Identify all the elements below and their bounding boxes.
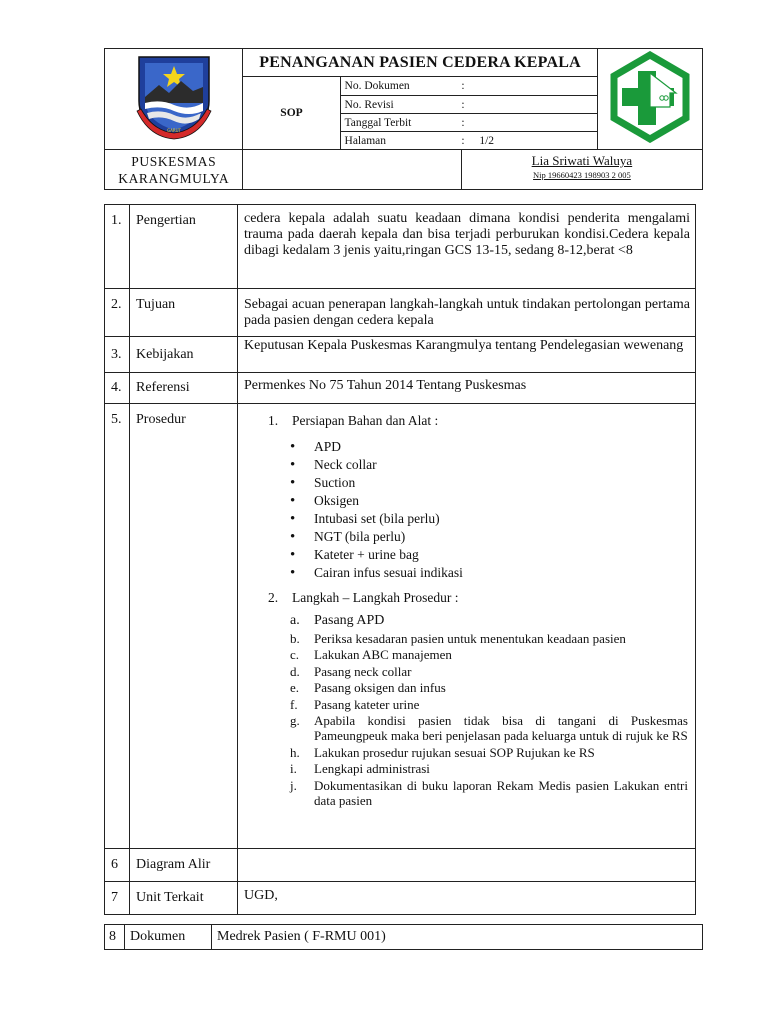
equipment-list (290, 438, 690, 582)
list-item: • Neck collar (290, 456, 690, 474)
blank-cell (243, 150, 461, 190)
meta-label-tanggal-terbit: Tanggal Terbit (340, 114, 461, 132)
row-text-unit: UGD, (238, 882, 696, 915)
list-item: c. Lakukan ABC manajemen (290, 647, 452, 662)
row-number: 6 (105, 849, 130, 882)
signature-block (461, 150, 702, 190)
row-label-dokumen: Dokumen (125, 925, 212, 950)
row-number: 8 (105, 925, 125, 950)
list-item: i. Lengkapi administrasi (290, 761, 430, 776)
list-item: • APD (290, 438, 690, 456)
list-item: • Suction (290, 474, 690, 492)
procedure-steps (290, 612, 690, 808)
sop-header (104, 48, 703, 190)
meta-value-tanggal-terbit: : (461, 114, 597, 132)
list-item: d. Pasang neck collar (290, 663, 412, 679)
table-row (105, 882, 696, 915)
table-row (105, 337, 696, 373)
section-heading-persiapan: 1. Persiapan Bahan dan Alat : (268, 413, 439, 428)
row-text-diagram (238, 849, 696, 882)
list-item: e. Pasang oksigen dan infus (290, 680, 446, 695)
table-row (105, 205, 696, 289)
row-text-referensi: Permenkes No 75 Tahun 2014 Tentang Puskesmas (238, 373, 696, 404)
list-item: b. Periksa kesadaran pasien untuk menentukan keadaan pasien (290, 630, 626, 646)
row-text-pengertian: cedera kepala adalah suatu keadaan dimana kondisi penderita mengalami trauma pada daerah kepala dan bisa terjadi perburukan kondisi.Cedera kepala dibagi kedalam 3 jenis yaitu,ringan GCS 13-15, sedang 8-12,berat <8 (238, 205, 696, 289)
signer-name: Lia Sriwati Waluya (531, 153, 633, 168)
document-reference-table (104, 924, 703, 950)
meta-label-halaman: Halaman (340, 132, 461, 150)
meta-value-no-dokumen: : (461, 77, 597, 96)
meta-label-no-dokumen: No. Dokumen (340, 77, 461, 96)
table-row (105, 289, 696, 337)
meta-value-no-revisi: : (461, 96, 597, 114)
row-text-prosedur (238, 404, 696, 849)
svg-text:GARUT: GARUT (166, 127, 181, 133)
table-row (105, 373, 696, 404)
row-label-prosedur: Prosedur (130, 404, 238, 849)
sop-content-table (104, 204, 696, 915)
left-logo-cell (105, 49, 243, 150)
sop-label: SOP (243, 77, 340, 150)
institution-name (105, 150, 243, 190)
section-heading-langkah: 2. Langkah – Langkah Prosedur : (268, 590, 459, 605)
list-item: a. Pasang APD (290, 613, 385, 628)
row-label-diagram: Diagram Alir (130, 849, 238, 882)
row-label-unit: Unit Terkait (130, 882, 238, 915)
row-label-tujuan: Tujuan (130, 289, 238, 337)
row-text-tujuan: Sebagai acuan penerapan langkah-langkah untuk tindakan pertolongan pertama pada pasien dengan cedera kepala (238, 289, 696, 337)
row-text-kebijakan: Keputusan Kepala Puskesmas Karangmulya tentang Pendelegasian wewenang (238, 337, 696, 373)
row-label-kebijakan: Kebijakan (130, 337, 238, 373)
puskesmas-cross-icon (604, 51, 696, 143)
list-item: f. Pasang kateter urine (290, 696, 420, 712)
row-label-pengertian: Pengertian (130, 205, 238, 289)
right-logo-cell (597, 49, 702, 150)
institution-line-1: PUSKESMAS (131, 154, 217, 169)
meta-value-halaman: : 1/2 (461, 132, 597, 150)
list-item: • NGT (bila perlu) (290, 528, 690, 546)
table-row (105, 925, 703, 950)
row-number: 1. (105, 205, 130, 289)
row-number: 5. (105, 404, 130, 849)
meta-label-no-revisi: No. Revisi (340, 96, 461, 114)
regional-emblem-icon (131, 53, 217, 141)
list-item: • Cairan infus sesuai indikasi (290, 564, 690, 582)
table-row (105, 404, 696, 849)
list-item: g. Apabila kondisi pasien tidak bisa di tangani di Puskesmas Pameungpeuk maka beri penjelasan pada keluarga untuk di rujuk ke RS (290, 713, 688, 743)
table-row (105, 849, 696, 882)
list-item: h. Lakukan prosedur rujukan sesuai SOP Rujukan ke RS (290, 744, 595, 760)
row-number: 2. (105, 289, 130, 337)
row-number: 7 (105, 882, 130, 915)
row-label-referensi: Referensi (130, 373, 238, 404)
institution-line-2: KARANGMULYA (118, 171, 230, 186)
row-number: 4. (105, 373, 130, 404)
list-item: • Kateter + urine bag (290, 546, 690, 564)
list-item: j. Dokumentasikan di buku laporan Rekam Medis pasien Lakukan entri data pasien (290, 777, 688, 808)
list-item: • Oksigen (290, 492, 690, 510)
signer-nip: Nip 19660423 198903 2 005 (533, 170, 631, 180)
row-text-dokumen: Medrek Pasien ( F-RMU 001) (212, 925, 703, 950)
document-title: PENANGANAN PASIEN CEDERA KEPALA (243, 49, 597, 77)
list-item: • Intubasi set (bila perlu) (290, 510, 690, 528)
row-number: 3. (105, 337, 130, 373)
